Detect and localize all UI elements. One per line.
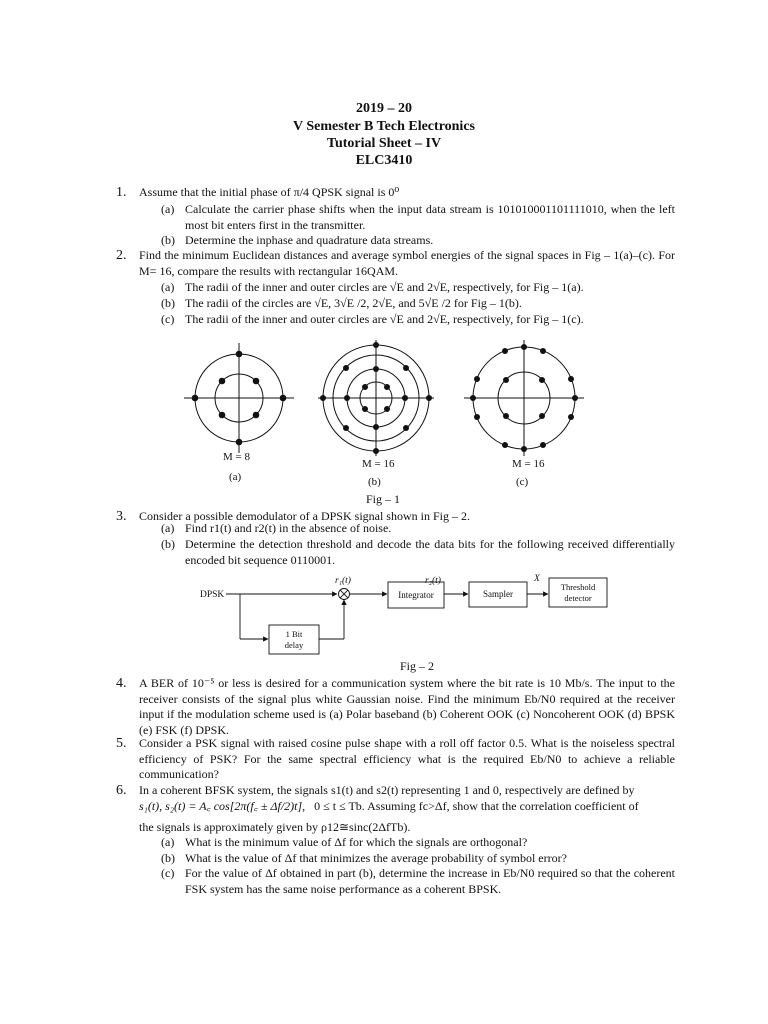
question-5-text: Consider a PSK signal with raised cosine pulse shape with a roll off factor 0.5. What is the noiseless spectral efficiency of PSK? For the same spectral efficiency what is the required Eb/N0 to achieve a reliable communication? <box>139 736 675 781</box>
question-3b-label: (b) <box>161 537 175 551</box>
question-1b-text: Determine the inphase and quadrature data streams. <box>185 233 434 247</box>
fig2-input-label: DPSK <box>200 590 225 600</box>
question-2-text: Find the minimum Euclidean distances and average symbol energies of the signal spaces in Fig – 1(a)–(c). For M= 16, compare the results with rectangular 16QAM. <box>139 248 675 278</box>
question-6-line1: In a coherent BFSK system, the signals s1(t) and s2(t) representing 1 and 0, respectively are defined by <box>139 783 635 797</box>
question-5-number: 5. <box>116 736 127 751</box>
header-year: 2019 – 20 <box>356 101 412 116</box>
fig1-c-sublabel: (c) <box>516 476 529 488</box>
fig1-c-m-label: M = 16 <box>512 458 545 470</box>
header-course: V Semester B Tech Electronics <box>293 119 475 134</box>
question-2a-text: The radii of the inner and outer circles are √E and 2√E, respectively, for Fig – 1(a). <box>185 280 584 294</box>
constellation-a <box>184 343 294 453</box>
constellation-b <box>318 340 434 456</box>
bfsk-signal-formula: s₁(t), s₂(t) = A꜀ cos[2π(f꜀ ± Δf/2)t], <box>139 799 306 813</box>
fig2-r1-label: r₁(t) <box>335 576 351 586</box>
question-3b-text: Determine the detection threshold and decode the data bits for the following received differentially encoded bit sequence 0110001. <box>185 537 675 567</box>
question-4-number: 4. <box>116 676 127 691</box>
question-6c-text: For the value of Δf obtained in part (b), determine the increase in Eb/N0 required so that the coherent FSK system has the same noise performance as a coherent BPSK. <box>185 866 675 896</box>
fig2-x-label: X <box>534 574 540 584</box>
delay-label-line1: 1 Bit <box>285 629 303 639</box>
question-6-line2-tail: . Assuming fc>Δf, show that the correlation coefficient of <box>361 799 639 813</box>
question-6-number: 6. <box>116 783 127 798</box>
question-2-number: 2. <box>116 248 127 263</box>
question-2c-label: (c) <box>161 312 175 326</box>
question-1a-text: Calculate the carrier phase shifts when the input data stream is 101010001101111010, when the left most bit enters first in the transmitter. <box>185 202 675 232</box>
header-code: ELC3410 <box>355 153 413 168</box>
figure-1-caption: Fig – 1 <box>366 492 401 506</box>
constellation-c <box>464 340 584 456</box>
question-4-text: A BER of 10⁻⁵ or less is desired for a communication system where the bit rate is 10 Mb/s. The input to the receiver consists of the signal plus white Gaussian noise. Find the minimum Eb/N0 required at the receiver input if the modulation scheme used is (a) Polar baseband (b) Coherent OOK (c) Noncoherent OOK (d) BPSK (e) FSK (f) DPSK. <box>139 676 675 737</box>
bfsk-time-range: 0 ≤ t ≤ Tb <box>314 799 362 813</box>
fig1-b-m-label: M = 16 <box>362 458 395 470</box>
header-sheet: Tutorial Sheet – IV <box>326 136 442 151</box>
fig1-b-sublabel: (b) <box>368 476 381 488</box>
question-6a-text: What is the minimum value of Δf for which the signals are orthogonal? <box>185 835 528 849</box>
sampler-label: Sampler <box>483 589 513 599</box>
question-2a-label: (a) <box>161 280 175 294</box>
question-6-line3: the signals is approximately given by ρ12≅sinc(2ΔfTb). <box>139 820 411 834</box>
figure-1-constellations <box>170 338 610 506</box>
fig1-a-m-label: M = 8 <box>223 451 250 463</box>
question-6b-text: What is the value of Δf that minimizes the average probability of symbol error? <box>185 851 567 865</box>
question-3-number: 3. <box>116 509 127 524</box>
question-2b-label: (b) <box>161 296 175 310</box>
question-3-text: Consider a possible demodulator of a DPSK signal shown in Fig – 2. <box>139 509 470 523</box>
figure-2-caption: Fig – 2 <box>400 659 435 673</box>
question-1b-label: (b) <box>161 233 175 247</box>
question-1-number: 1. <box>116 185 127 200</box>
fig1-a-sublabel: (a) <box>229 471 242 483</box>
question-6a-label: (a) <box>161 835 175 849</box>
question-1a-label: (a) <box>161 202 175 216</box>
fig2-r2-label: r₂(t) <box>425 576 441 586</box>
question-2c-text: The radii of the inner and outer circles are √E and 2√E, respectively, for Fig – 1(c). <box>185 312 584 326</box>
threshold-label-line2: detector <box>564 593 592 603</box>
question-6-formula-line <box>139 799 675 815</box>
question-1-text: Assume that the initial phase of π/4 QPSK signal is 0⁰ <box>139 185 400 199</box>
question-3a-text: Find r1(t) and r2(t) in the absence of noise. <box>185 521 392 535</box>
question-6c-label: (c) <box>161 866 175 880</box>
question-3a-label: (a) <box>161 521 175 535</box>
delay-label-line2: delay <box>284 640 304 650</box>
integrator-label: Integrator <box>398 590 434 600</box>
figure-2-dpsk-demodulator <box>196 570 616 662</box>
question-6b-label: (b) <box>161 851 175 865</box>
question-2b-text: The radii of the circles are √E, 3√E /2, 2√E, and 5√E /2 for Fig – 1(b). <box>185 296 522 310</box>
threshold-label-line1: Threshold <box>560 582 596 592</box>
